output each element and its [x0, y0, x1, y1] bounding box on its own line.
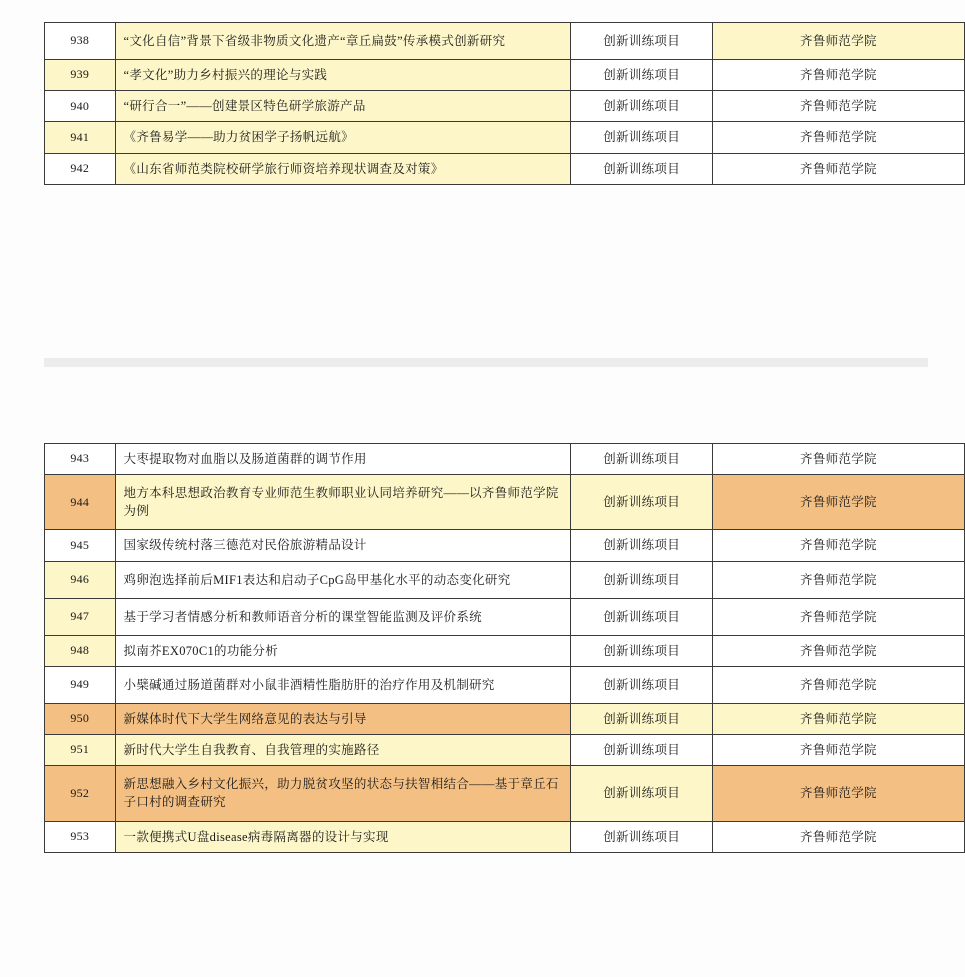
cell-project-no: 944	[45, 475, 116, 530]
cell-project-no: 952	[45, 766, 116, 821]
cell-school-name: 齐鲁师范学院	[712, 666, 964, 703]
cell-project-type: 创新训练项目	[571, 635, 713, 666]
cell-project-no: 949	[45, 666, 116, 703]
cell-project-title: 新媒体时代下大学生网络意见的表达与引导	[115, 704, 571, 735]
project-table-top	[44, 22, 965, 185]
cell-project-type: 创新训练项目	[571, 23, 713, 60]
cell-school-name: 齐鲁师范学院	[712, 704, 964, 735]
cell-school-name: 齐鲁师范学院	[712, 153, 964, 184]
cell-project-no: 950	[45, 704, 116, 735]
project-table-bottom	[44, 443, 965, 853]
table-row	[45, 23, 965, 60]
cell-project-title: “研行合一”——创建景区特色研学旅游产品	[115, 91, 571, 122]
cell-project-no: 948	[45, 635, 116, 666]
cell-project-type: 创新训练项目	[571, 122, 713, 153]
cell-project-type: 创新训练项目	[571, 598, 713, 635]
table-row	[45, 666, 965, 703]
cell-project-type: 创新训练项目	[571, 60, 713, 91]
cell-project-type: 创新训练项目	[571, 735, 713, 766]
table-row	[45, 530, 965, 561]
cell-school-name: 齐鲁师范学院	[712, 598, 964, 635]
table-row	[45, 635, 965, 666]
cell-school-name: 齐鲁师范学院	[712, 475, 964, 530]
cell-project-type: 创新训练项目	[571, 530, 713, 561]
cell-project-title: 《齐鲁易学——助力贫困学子扬帆远航》	[115, 122, 571, 153]
cell-school-name: 齐鲁师范学院	[712, 60, 964, 91]
cell-project-title: 鸡卵泡选择前后MIF1表达和启动子CpG岛甲基化水平的动态变化研究	[115, 561, 571, 598]
table-row	[45, 561, 965, 598]
table-row	[45, 153, 965, 184]
cell-project-title: “文化自信”背景下省级非物质文化遗产“章丘扁鼓”传承模式创新研究	[115, 23, 571, 60]
cell-school-name: 齐鲁师范学院	[712, 766, 964, 821]
cell-project-no: 938	[45, 23, 116, 60]
cell-project-title: 一款便携式U盘disease病毒隔离器的设计与实现	[115, 821, 571, 852]
cell-project-no: 951	[45, 735, 116, 766]
table-row	[45, 60, 965, 91]
cell-project-type: 创新训练项目	[571, 561, 713, 598]
cell-project-type: 创新训练项目	[571, 766, 713, 821]
cell-project-no: 943	[45, 444, 116, 475]
cell-project-type: 创新训练项目	[571, 666, 713, 703]
table-row	[45, 821, 965, 852]
cell-school-name: 齐鲁师范学院	[712, 23, 964, 60]
cell-school-name: 齐鲁师范学院	[712, 530, 964, 561]
cell-project-type: 创新训练项目	[571, 153, 713, 184]
table-row	[45, 735, 965, 766]
cell-project-title: 《山东省师范类院校研学旅行师资培养现状调查及对策》	[115, 153, 571, 184]
cell-project-type: 创新训练项目	[571, 704, 713, 735]
cell-project-no: 939	[45, 60, 116, 91]
cell-school-name: 齐鲁师范学院	[712, 635, 964, 666]
cell-project-no: 940	[45, 91, 116, 122]
cell-school-name: 齐鲁师范学院	[712, 821, 964, 852]
table-row	[45, 704, 965, 735]
cell-project-no: 947	[45, 598, 116, 635]
table-top-body	[45, 23, 965, 185]
cell-project-title: 地方本科思想政治教育专业师范生教师职业认同培养研究——以齐鲁师范学院为例	[115, 475, 571, 530]
cell-project-title: 小檗碱通过肠道菌群对小鼠非酒精性脂肪肝的治疗作用及机制研究	[115, 666, 571, 703]
cell-school-name: 齐鲁师范学院	[712, 561, 964, 598]
cell-project-title: 新思想融入乡村文化振兴，助力脱贫攻坚的状态与扶智相结合——基于章丘石子口村的调查研究	[115, 766, 571, 821]
table-row	[45, 122, 965, 153]
cell-school-name: 齐鲁师范学院	[712, 735, 964, 766]
cell-project-type: 创新训练项目	[571, 444, 713, 475]
cell-project-title: 国家级传统村落三德范对民俗旅游精品设计	[115, 530, 571, 561]
table-row	[45, 91, 965, 122]
cell-project-title: 大枣提取物对血脂以及肠道菌群的调节作用	[115, 444, 571, 475]
cell-project-type: 创新训练项目	[571, 475, 713, 530]
page-separator-bar	[44, 358, 928, 367]
cell-project-type: 创新训练项目	[571, 91, 713, 122]
table-row	[45, 475, 965, 530]
cell-school-name: 齐鲁师范学院	[712, 91, 964, 122]
cell-project-title: 新时代大学生自我教育、自我管理的实施路径	[115, 735, 571, 766]
cell-project-title: “孝文化”助力乡村振兴的理论与实践	[115, 60, 571, 91]
cell-school-name: 齐鲁师范学院	[712, 122, 964, 153]
cell-school-name: 齐鲁师范学院	[712, 444, 964, 475]
cell-project-no: 945	[45, 530, 116, 561]
cell-project-title: 基于学习者情感分析和教师语音分析的课堂智能监测及评价系统	[115, 598, 571, 635]
table-row	[45, 598, 965, 635]
cell-project-type: 创新训练项目	[571, 821, 713, 852]
table-bottom-body	[45, 444, 965, 853]
cell-project-no: 942	[45, 153, 116, 184]
table-row	[45, 766, 965, 821]
cell-project-no: 946	[45, 561, 116, 598]
cell-project-title: 拟南芥EX070C1的功能分析	[115, 635, 571, 666]
cell-project-no: 953	[45, 821, 116, 852]
table-row	[45, 444, 965, 475]
cell-project-no: 941	[45, 122, 116, 153]
